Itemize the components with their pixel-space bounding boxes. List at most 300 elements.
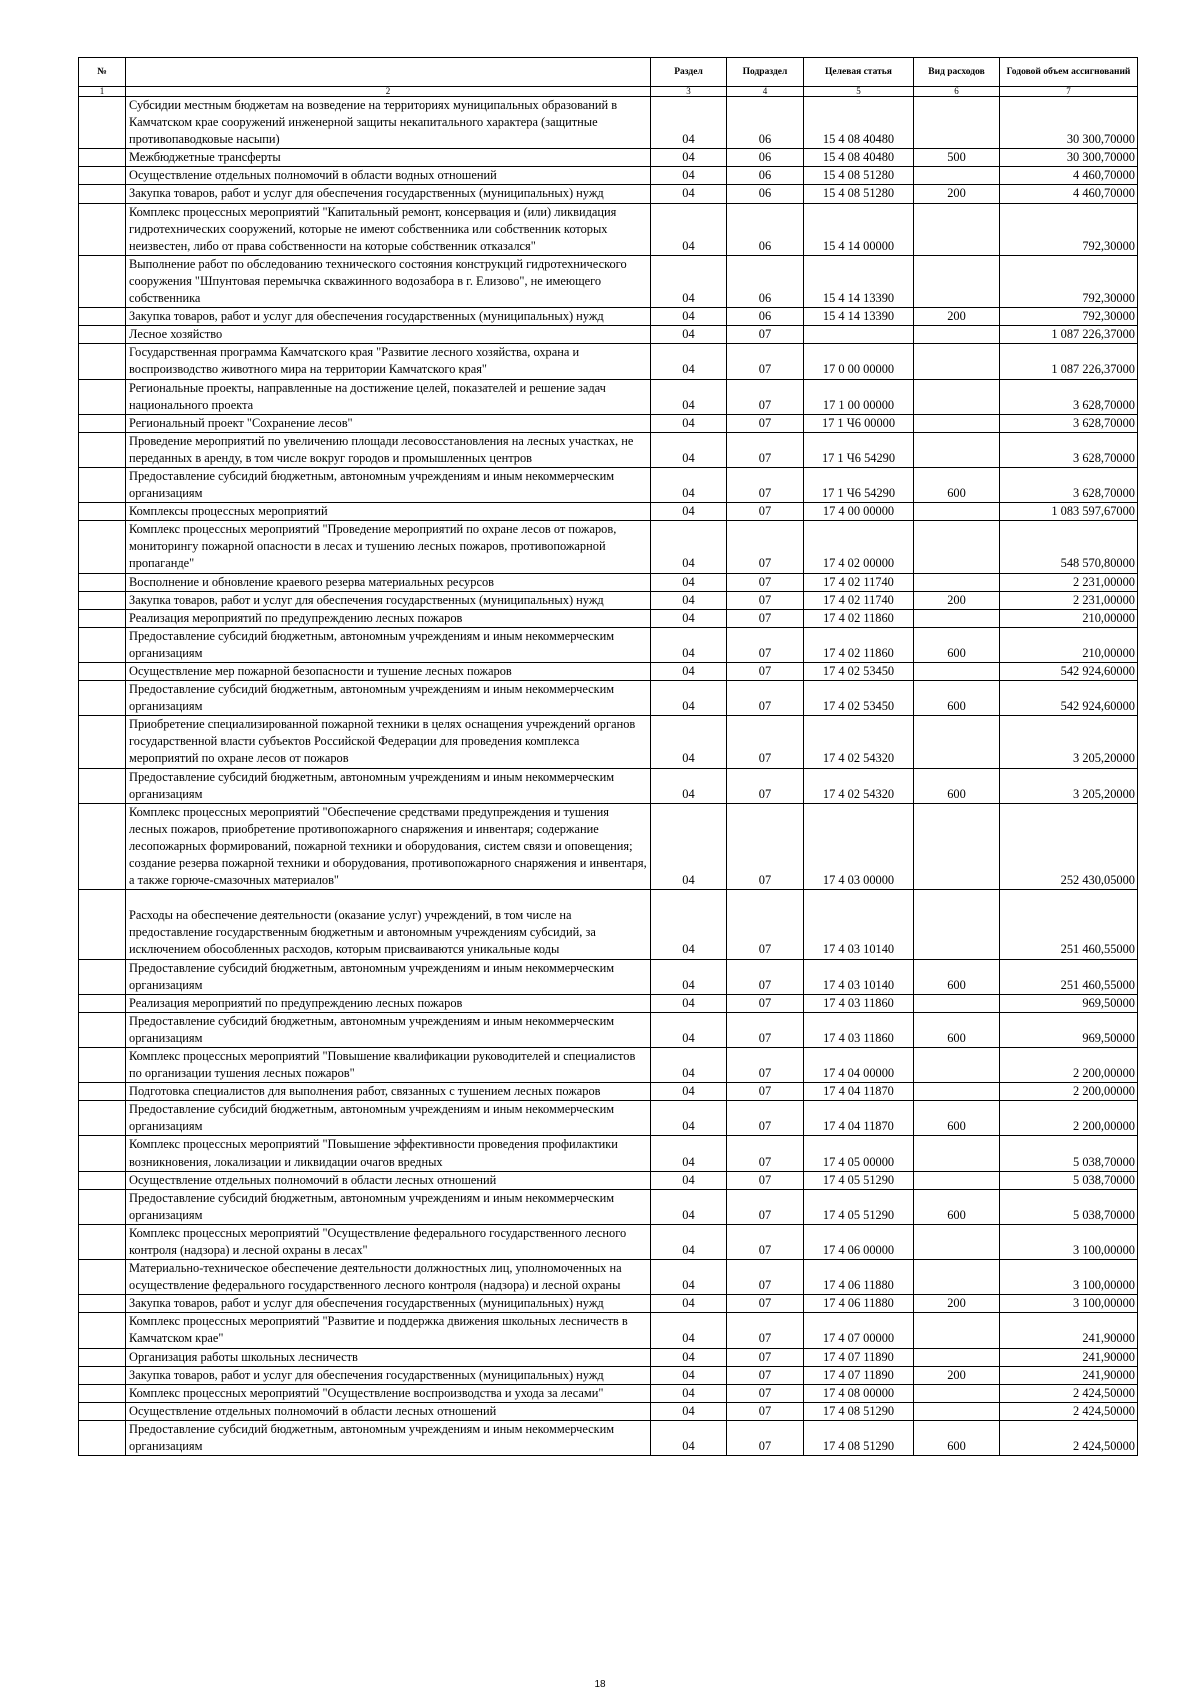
row-target-article-cell <box>804 326 914 344</box>
row-sum-cell: 2 424,50000 <box>1000 1384 1138 1402</box>
row-razdel-cell: 04 <box>651 503 727 521</box>
row-podrazdel-cell: 07 <box>727 1136 804 1171</box>
row-sum-cell: 792,30000 <box>1000 255 1138 307</box>
row-razdel-cell: 04 <box>651 379 727 414</box>
row-podrazdel-cell: 07 <box>727 414 804 432</box>
header-razdel: Раздел <box>651 58 727 87</box>
row-name-cell: Восполнение и обновление краевого резерва материальных ресурсов <box>126 573 651 591</box>
row-target-article-cell: 17 4 00 00000 <box>804 503 914 521</box>
table-row <box>79 1348 1138 1366</box>
row-number-cell <box>79 379 126 414</box>
row-number-cell <box>79 663 126 681</box>
row-podrazdel-cell: 07 <box>727 716 804 768</box>
row-name-cell: Региональные проекты, направленные на достижение целей, показателей и решение задач национального проекта <box>126 379 651 414</box>
row-podrazdel-cell: 07 <box>727 326 804 344</box>
row-number-cell <box>79 1420 126 1455</box>
table-row <box>79 591 1138 609</box>
row-razdel-cell: 04 <box>651 768 727 803</box>
row-name-cell: Предоставление субсидий бюджетным, автономным учреждениям и иным некоммерческим организациям <box>126 467 651 502</box>
row-podrazdel-cell: 07 <box>727 1047 804 1082</box>
row-number-cell <box>79 185 126 203</box>
row-sum-cell: 251 460,55000 <box>1000 959 1138 994</box>
row-target-article-cell: 17 0 00 00000 <box>804 344 914 379</box>
row-number-cell <box>79 591 126 609</box>
row-podrazdel-cell: 07 <box>727 663 804 681</box>
row-name-cell: Закупка товаров, работ и услуг для обеспечения государственных (муниципальных) нужд <box>126 1366 651 1384</box>
row-podrazdel-cell: 07 <box>727 503 804 521</box>
row-name-cell: Комплекс процессных мероприятий "Проведение мероприятий по охране лесов от пожаров, мониторингу пожарной опасности в лесах и тушению лесных пожаров, противопожарной пропаганде" <box>126 521 651 573</box>
table-row <box>79 1366 1138 1384</box>
row-number-cell <box>79 203 126 255</box>
row-target-article-cell: 17 4 08 51290 <box>804 1420 914 1455</box>
row-number-cell <box>79 1171 126 1189</box>
row-podrazdel-cell: 07 <box>727 573 804 591</box>
column-number: 3 <box>651 87 727 97</box>
row-name-cell: Материально-техническое обеспечение деятельности должностных лиц, уполномоченных на осуществление федерального государственного лесного контроля (надзора) и лесной охраны <box>126 1260 651 1295</box>
table-row <box>79 167 1138 185</box>
page-number: 18 <box>594 1679 606 1690</box>
row-target-article-cell: 17 4 07 00000 <box>804 1313 914 1348</box>
table-row <box>79 308 1138 326</box>
row-name-cell: Реализация мероприятий по предупреждению лесных пожаров <box>126 609 651 627</box>
row-number-cell <box>79 1384 126 1402</box>
row-name-cell: Комплекс процессных мероприятий "Развитие и поддержка движения школьных лесничеств в Камчатском крае" <box>126 1313 651 1348</box>
row-expense-type-cell: 600 <box>914 467 1000 502</box>
row-sum-cell: 2 424,50000 <box>1000 1402 1138 1420</box>
row-expense-type-cell <box>914 379 1000 414</box>
row-expense-type-cell <box>914 326 1000 344</box>
row-number-cell <box>79 609 126 627</box>
row-name-cell: Комплекс процессных мероприятий "Обеспечение средствами предупреждения и тушения лесных пожаров, приобретение противопожарного снаряжения и инвентаря; содержание лесопожарных формирований, пожарной техники и оборудования, систем связи и оповещения; создание резерва пожарной техники и оборудования, противопожарного снаряжения и инвентаря, а также горюче-смазочных материалов" <box>126 803 651 889</box>
row-razdel-cell: 04 <box>651 1083 727 1101</box>
row-podrazdel-cell: 07 <box>727 681 804 716</box>
row-target-article-cell: 17 1 Ч6 00000 <box>804 414 914 432</box>
column-number: 5 <box>804 87 914 97</box>
row-podrazdel-cell: 06 <box>727 97 804 149</box>
table-row <box>79 959 1138 994</box>
row-number-cell <box>79 716 126 768</box>
column-number: 7 <box>1000 87 1138 97</box>
row-expense-type-cell <box>914 521 1000 573</box>
row-number-cell <box>79 1260 126 1295</box>
row-podrazdel-cell: 06 <box>727 167 804 185</box>
table-row <box>79 97 1138 149</box>
row-sum-cell: 969,50000 <box>1000 994 1138 1012</box>
row-sum-cell: 3 100,00000 <box>1000 1224 1138 1259</box>
table-row <box>79 467 1138 502</box>
row-name-cell: Проведение мероприятий по увеличению площади лесовосстановления на лесных участках, не переданных в аренду, в том числе вокруг городов и промышленных центров <box>126 432 651 467</box>
row-name-cell: Организация работы школьных лесничеств <box>126 1348 651 1366</box>
row-number-cell <box>79 97 126 149</box>
header-name <box>126 58 651 87</box>
row-razdel-cell: 04 <box>651 1313 727 1348</box>
row-expense-type-cell <box>914 573 1000 591</box>
table-row <box>79 663 1138 681</box>
row-target-article-cell: 17 1 Ч6 54290 <box>804 432 914 467</box>
row-razdel-cell: 04 <box>651 203 727 255</box>
row-number-cell <box>79 959 126 994</box>
header-expense-type: Вид расходов <box>914 58 1000 87</box>
row-razdel-cell: 04 <box>651 1260 727 1295</box>
header-podrazdel: Подраздел <box>727 58 804 87</box>
row-name-cell: Межбюджетные трансферты <box>126 149 651 167</box>
row-number-cell <box>79 627 126 662</box>
row-sum-cell: 1 087 226,37000 <box>1000 344 1138 379</box>
row-razdel-cell: 04 <box>651 344 727 379</box>
row-expense-type-cell <box>914 1348 1000 1366</box>
row-number-cell <box>79 1136 126 1171</box>
row-podrazdel-cell: 07 <box>727 959 804 994</box>
table-row <box>79 1260 1138 1295</box>
row-expense-type-cell: 600 <box>914 1101 1000 1136</box>
table-row <box>79 1420 1138 1455</box>
row-expense-type-cell: 600 <box>914 959 1000 994</box>
row-sum-cell: 30 300,70000 <box>1000 149 1138 167</box>
table-row <box>79 627 1138 662</box>
row-expense-type-cell: 200 <box>914 1295 1000 1313</box>
row-name-cell: Реализация мероприятий по предупреждению лесных пожаров <box>126 994 651 1012</box>
row-razdel-cell: 04 <box>651 1295 727 1313</box>
header-number: № <box>79 58 126 87</box>
row-expense-type-cell <box>914 167 1000 185</box>
table-row <box>79 1083 1138 1101</box>
row-razdel-cell: 04 <box>651 994 727 1012</box>
row-name-cell: Комплекс процессных мероприятий "Повышение квалификации руководителей и специалистов по организации тушения лесных пожаров" <box>126 1047 651 1082</box>
row-name-cell: Комплекс процессных мероприятий "Осуществление воспроизводства и ухода за лесами" <box>126 1384 651 1402</box>
row-sum-cell: 3 100,00000 <box>1000 1295 1138 1313</box>
row-razdel-cell: 04 <box>651 1012 727 1047</box>
row-expense-type-cell <box>914 663 1000 681</box>
row-number-cell <box>79 1402 126 1420</box>
row-razdel-cell: 04 <box>651 1171 727 1189</box>
table-row <box>79 1402 1138 1420</box>
row-razdel-cell: 04 <box>651 609 727 627</box>
row-target-article-cell: 15 4 08 40480 <box>804 97 914 149</box>
table-row <box>79 1384 1138 1402</box>
row-razdel-cell: 04 <box>651 308 727 326</box>
budget-table-sheet <box>78 57 1137 1456</box>
row-podrazdel-cell: 07 <box>727 1366 804 1384</box>
row-razdel-cell: 04 <box>651 1366 727 1384</box>
row-sum-cell: 1 083 597,67000 <box>1000 503 1138 521</box>
row-razdel-cell: 04 <box>651 663 727 681</box>
table-row <box>79 203 1138 255</box>
row-name-cell: Закупка товаров, работ и услуг для обеспечения государственных (муниципальных) нужд <box>126 591 651 609</box>
row-target-article-cell: 17 4 02 53450 <box>804 663 914 681</box>
row-number-cell <box>79 149 126 167</box>
row-number-cell <box>79 994 126 1012</box>
row-razdel-cell: 04 <box>651 1136 727 1171</box>
row-razdel-cell: 04 <box>651 521 727 573</box>
row-expense-type-cell: 600 <box>914 768 1000 803</box>
row-razdel-cell: 04 <box>651 1224 727 1259</box>
row-sum-cell: 251 460,55000 <box>1000 890 1138 959</box>
row-name-cell: Осуществление отдельных полномочий в области лесных отношений <box>126 1171 651 1189</box>
row-expense-type-cell <box>914 503 1000 521</box>
row-sum-cell: 241,90000 <box>1000 1313 1138 1348</box>
row-expense-type-cell <box>914 414 1000 432</box>
row-number-cell <box>79 521 126 573</box>
row-razdel-cell: 04 <box>651 1402 727 1420</box>
row-target-article-cell: 17 4 03 10140 <box>804 959 914 994</box>
row-target-article-cell: 17 1 Ч6 54290 <box>804 467 914 502</box>
row-number-cell <box>79 414 126 432</box>
table-row <box>79 1295 1138 1313</box>
row-name-cell: Комплекс процессных мероприятий "Капитальный ремонт, консервация и (или) ликвидация гидротехнических сооружений, которые не имеют собственника или собственник которых неизвестен, либо от права собственности на которые собственник отказался" <box>126 203 651 255</box>
row-sum-cell: 2 424,50000 <box>1000 1420 1138 1455</box>
row-expense-type-cell <box>914 994 1000 1012</box>
table-row <box>79 1171 1138 1189</box>
row-name-cell: Предоставление субсидий бюджетным, автономным учреждениям и иным некоммерческим организациям <box>126 627 651 662</box>
column-number-row <box>79 87 1138 97</box>
row-razdel-cell: 04 <box>651 97 727 149</box>
table-body <box>79 97 1138 1456</box>
row-number-cell <box>79 1366 126 1384</box>
row-expense-type-cell <box>914 1083 1000 1101</box>
row-sum-cell: 542 924,60000 <box>1000 663 1138 681</box>
table-row <box>79 1189 1138 1224</box>
row-sum-cell: 2 231,00000 <box>1000 591 1138 609</box>
table-row <box>79 326 1138 344</box>
row-expense-type-cell <box>914 890 1000 959</box>
row-name-cell: Подготовка специалистов для выполнения работ, связанных с тушением лесных пожаров <box>126 1083 651 1101</box>
row-podrazdel-cell: 07 <box>727 1348 804 1366</box>
row-name-cell: Осуществление отдельных полномочий в области водных отношений <box>126 167 651 185</box>
row-name-cell: Лесное хозяйство <box>126 326 651 344</box>
row-target-article-cell: 17 4 08 00000 <box>804 1384 914 1402</box>
table-row <box>79 609 1138 627</box>
row-sum-cell: 241,90000 <box>1000 1366 1138 1384</box>
row-podrazdel-cell: 07 <box>727 591 804 609</box>
row-razdel-cell: 04 <box>651 681 727 716</box>
row-podrazdel-cell: 06 <box>727 308 804 326</box>
row-expense-type-cell <box>914 432 1000 467</box>
row-number-cell <box>79 326 126 344</box>
row-target-article-cell: 17 4 03 11860 <box>804 1012 914 1047</box>
row-podrazdel-cell: 07 <box>727 1012 804 1047</box>
row-sum-cell: 5 038,70000 <box>1000 1189 1138 1224</box>
column-number: 1 <box>79 87 126 97</box>
row-expense-type-cell <box>914 1047 1000 1082</box>
row-sum-cell: 5 038,70000 <box>1000 1136 1138 1171</box>
row-name-cell: Закупка товаров, работ и услуг для обеспечения государственных (муниципальных) нужд <box>126 185 651 203</box>
row-name-cell: Предоставление субсидий бюджетным, автономным учреждениям и иным некоммерческим организациям <box>126 681 651 716</box>
table-row <box>79 344 1138 379</box>
row-expense-type-cell <box>914 97 1000 149</box>
row-target-article-cell: 17 4 06 11880 <box>804 1295 914 1313</box>
table-row <box>79 149 1138 167</box>
row-expense-type-cell: 600 <box>914 1012 1000 1047</box>
row-number-cell <box>79 1083 126 1101</box>
row-name-cell: Осуществление отдельных полномочий в области лесных отношений <box>126 1402 651 1420</box>
row-sum-cell: 210,00000 <box>1000 609 1138 627</box>
row-name-cell: Предоставление субсидий бюджетным, автономным учреждениям и иным некоммерческим организациям <box>126 1189 651 1224</box>
table-row <box>79 255 1138 307</box>
row-podrazdel-cell: 07 <box>727 344 804 379</box>
row-target-article-cell: 17 4 07 11890 <box>804 1348 914 1366</box>
row-podrazdel-cell: 07 <box>727 379 804 414</box>
row-number-cell <box>79 344 126 379</box>
row-target-article-cell: 17 4 06 11880 <box>804 1260 914 1295</box>
row-target-article-cell: 17 4 05 51290 <box>804 1171 914 1189</box>
row-razdel-cell: 04 <box>651 716 727 768</box>
row-sum-cell: 3 628,70000 <box>1000 379 1138 414</box>
row-expense-type-cell: 200 <box>914 185 1000 203</box>
row-podrazdel-cell: 06 <box>727 185 804 203</box>
row-expense-type-cell: 200 <box>914 1366 1000 1384</box>
row-expense-type-cell <box>914 1224 1000 1259</box>
row-podrazdel-cell: 07 <box>727 467 804 502</box>
row-target-article-cell: 17 4 02 11740 <box>804 591 914 609</box>
row-expense-type-cell <box>914 803 1000 889</box>
row-name-cell: Предоставление субсидий бюджетным, автономным учреждениям и иным некоммерческим организациям <box>126 1101 651 1136</box>
row-number-cell <box>79 1348 126 1366</box>
row-expense-type-cell <box>914 1136 1000 1171</box>
row-podrazdel-cell: 07 <box>727 1171 804 1189</box>
row-target-article-cell: 15 4 14 13390 <box>804 308 914 326</box>
row-target-article-cell: 15 4 14 13390 <box>804 255 914 307</box>
row-sum-cell: 792,30000 <box>1000 308 1138 326</box>
row-number-cell <box>79 803 126 889</box>
row-sum-cell: 792,30000 <box>1000 203 1138 255</box>
row-target-article-cell: 17 4 04 11870 <box>804 1101 914 1136</box>
row-target-article-cell: 17 4 05 00000 <box>804 1136 914 1171</box>
row-sum-cell: 2 200,00000 <box>1000 1101 1138 1136</box>
row-target-article-cell: 17 4 03 00000 <box>804 803 914 889</box>
table-row <box>79 1224 1138 1259</box>
row-number-cell <box>79 255 126 307</box>
row-number-cell <box>79 1012 126 1047</box>
row-razdel-cell: 04 <box>651 627 727 662</box>
row-target-article-cell: 15 4 08 51280 <box>804 185 914 203</box>
row-expense-type-cell: 600 <box>914 1420 1000 1455</box>
row-podrazdel-cell: 07 <box>727 1384 804 1402</box>
row-number-cell <box>79 1189 126 1224</box>
row-podrazdel-cell: 07 <box>727 1313 804 1348</box>
row-target-article-cell: 17 4 02 11860 <box>804 627 914 662</box>
row-sum-cell: 252 430,05000 <box>1000 803 1138 889</box>
row-sum-cell: 2 231,00000 <box>1000 573 1138 591</box>
row-name-cell: Комплекс процессных мероприятий "Повышение эффективности проведения профилактики возникновения, локализации и ликвидации очагов вредных <box>126 1136 651 1171</box>
row-podrazdel-cell: 07 <box>727 1224 804 1259</box>
row-podrazdel-cell: 07 <box>727 1083 804 1101</box>
row-podrazdel-cell: 07 <box>727 1189 804 1224</box>
row-razdel-cell: 04 <box>651 1348 727 1366</box>
row-razdel-cell: 04 <box>651 414 727 432</box>
row-name-cell: Приобретение специализированной пожарной техники в целях оснащения учреждений органов государственной власти субъектов Российской Федерации для проведения комплекса мероприятий по охране лесов от пожаров <box>126 716 651 768</box>
row-podrazdel-cell: 07 <box>727 521 804 573</box>
row-expense-type-cell: 500 <box>914 149 1000 167</box>
row-podrazdel-cell: 06 <box>727 149 804 167</box>
row-target-article-cell: 15 4 14 00000 <box>804 203 914 255</box>
row-number-cell <box>79 167 126 185</box>
table-row <box>79 994 1138 1012</box>
row-sum-cell: 4 460,70000 <box>1000 167 1138 185</box>
row-number-cell <box>79 768 126 803</box>
row-razdel-cell: 04 <box>651 1384 727 1402</box>
row-expense-type-cell: 200 <box>914 591 1000 609</box>
row-target-article-cell: 17 4 06 00000 <box>804 1224 914 1259</box>
row-name-cell: Субсидии местным бюджетам на возведение на территориях муниципальных образований в Камчатском крае сооружений инженерной защиты некапитального характера (защитные противопаводковые насыпи) <box>126 97 651 149</box>
row-target-article-cell: 17 1 00 00000 <box>804 379 914 414</box>
row-target-article-cell: 17 4 07 11890 <box>804 1366 914 1384</box>
row-number-cell <box>79 308 126 326</box>
row-sum-cell: 2 200,00000 <box>1000 1047 1138 1082</box>
row-number-cell <box>79 1295 126 1313</box>
row-podrazdel-cell: 07 <box>727 609 804 627</box>
row-target-article-cell: 15 4 08 40480 <box>804 149 914 167</box>
table-row <box>79 185 1138 203</box>
row-name-cell: Предоставление субсидий бюджетным, автономным учреждениям и иным некоммерческим организациям <box>126 1012 651 1047</box>
row-razdel-cell: 04 <box>651 326 727 344</box>
row-expense-type-cell: 600 <box>914 1189 1000 1224</box>
row-podrazdel-cell: 07 <box>727 768 804 803</box>
row-podrazdel-cell: 07 <box>727 1420 804 1455</box>
row-podrazdel-cell: 07 <box>727 1402 804 1420</box>
row-expense-type-cell <box>914 1384 1000 1402</box>
row-target-article-cell: 17 4 02 11860 <box>804 609 914 627</box>
row-expense-type-cell <box>914 1171 1000 1189</box>
row-number-cell <box>79 432 126 467</box>
row-podrazdel-cell: 07 <box>727 890 804 959</box>
row-sum-cell: 3 628,70000 <box>1000 414 1138 432</box>
row-sum-cell: 2 200,00000 <box>1000 1083 1138 1101</box>
row-name-cell: Государственная программа Камчатского края "Развитие лесного хозяйства, охрана и воспроизводство животного мира на территории Камчатского края" <box>126 344 651 379</box>
table-row <box>79 573 1138 591</box>
row-sum-cell: 3 628,70000 <box>1000 467 1138 502</box>
row-sum-cell: 548 570,80000 <box>1000 521 1138 573</box>
row-name-cell: Закупка товаров, работ и услуг для обеспечения государственных (муниципальных) нужд <box>126 308 651 326</box>
row-sum-cell: 241,90000 <box>1000 1348 1138 1366</box>
table-row <box>79 379 1138 414</box>
row-sum-cell: 1 087 226,37000 <box>1000 326 1138 344</box>
row-target-article-cell: 17 4 04 00000 <box>804 1047 914 1082</box>
table-row <box>79 1047 1138 1082</box>
table-row <box>79 521 1138 573</box>
row-target-article-cell: 17 4 02 00000 <box>804 521 914 573</box>
row-sum-cell: 542 924,60000 <box>1000 681 1138 716</box>
row-expense-type-cell: 600 <box>914 681 1000 716</box>
table-row <box>79 1136 1138 1171</box>
row-number-cell <box>79 1224 126 1259</box>
row-number-cell <box>79 681 126 716</box>
row-target-article-cell: 17 4 02 54320 <box>804 768 914 803</box>
table-row <box>79 414 1138 432</box>
row-razdel-cell: 04 <box>651 255 727 307</box>
row-expense-type-cell <box>914 203 1000 255</box>
row-target-article-cell: 17 4 08 51290 <box>804 1402 914 1420</box>
row-razdel-cell: 04 <box>651 1047 727 1082</box>
row-name-cell: Региональный проект "Сохранение лесов" <box>126 414 651 432</box>
row-number-cell <box>79 890 126 959</box>
column-number: 6 <box>914 87 1000 97</box>
table-row <box>79 503 1138 521</box>
row-podrazdel-cell: 07 <box>727 803 804 889</box>
column-number: 4 <box>727 87 804 97</box>
row-podrazdel-cell: 07 <box>727 1295 804 1313</box>
row-target-article-cell: 17 4 04 11870 <box>804 1083 914 1101</box>
row-target-article-cell: 17 4 02 53450 <box>804 681 914 716</box>
row-expense-type-cell: 600 <box>914 627 1000 662</box>
row-razdel-cell: 04 <box>651 167 727 185</box>
row-razdel-cell: 04 <box>651 890 727 959</box>
row-expense-type-cell <box>914 1402 1000 1420</box>
row-podrazdel-cell: 07 <box>727 627 804 662</box>
row-number-cell <box>79 1101 126 1136</box>
table-row <box>79 803 1138 889</box>
row-sum-cell: 3 205,20000 <box>1000 716 1138 768</box>
row-razdel-cell: 04 <box>651 185 727 203</box>
